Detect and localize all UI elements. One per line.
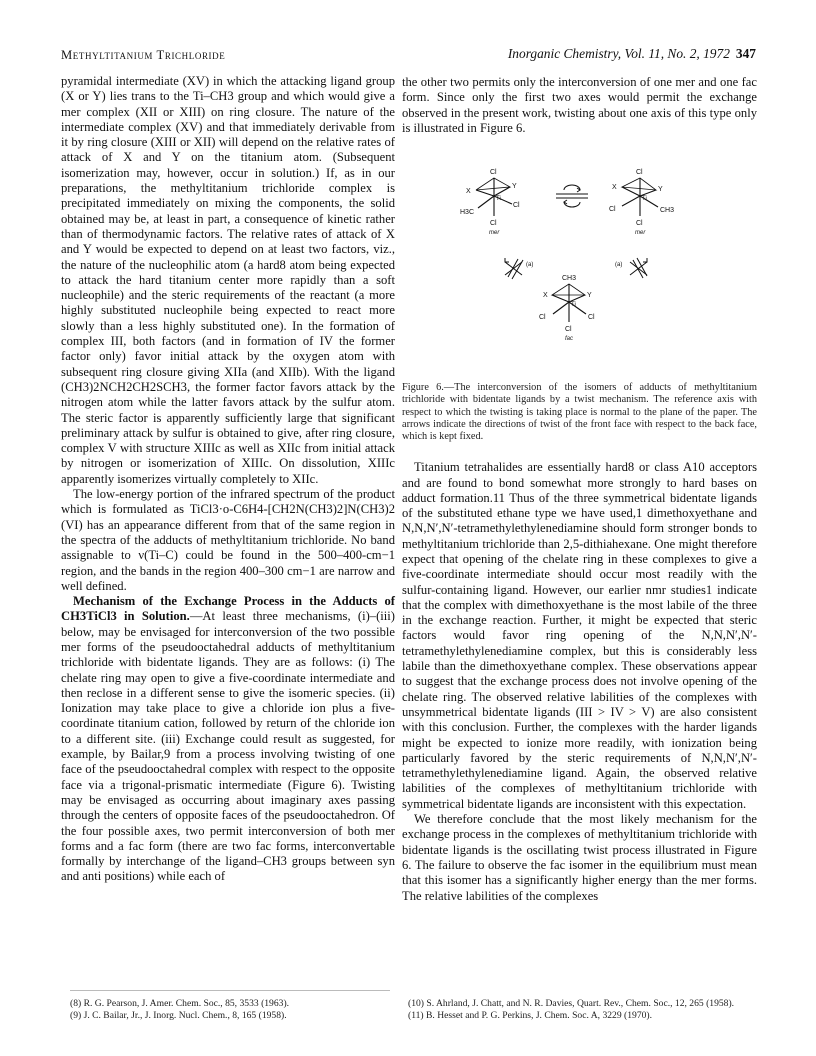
fac-isomer xyxy=(552,284,586,322)
twist-arrow-right xyxy=(630,258,647,278)
footnotes-right xyxy=(402,998,757,1021)
paragraph: Titanium tetrahalides are essentially hard8 or class A10 acceptors and are found to bond somewhat more strongly to hard bases on adduct formation.11 Thus of the three symmetrical bidentate ligands of the substituted ethane type we have used,1 dimethoxyethane and N,N,N′,N′-tetramethylethylenediamine should form stronger bonds to methyltitanium trichloride than 2,5-dithiahexane. One might therefore expect that opening of the chelate ring in these complexes to give a five-coordinate intermediate should occur most readily with the sulfur-containing ligand. However, our earlier nmr studies1 indicate that the complex with dimethoxyethane is the most labile of the three in the exchange reaction. Further, it might be expected that steric factors would favor ring opening of the N,N,N′,N′-tetramethylethylenediamine complex, but this is considerably less labile than the dimethoxyethane complex. These observations appear to suggest that the exchange process does not involve opening of the chelate ring. The observed relative labilities of the complexes with unsymmetrical bidentate ligands (III > IV > V) are also consistent with this conclusion. Further, the complexes with the harder ligands might be expected to ionize more readily, with ionization being particularly favored by the steric requirements of N,N,N′,N′-tetramethylethylenediamine ligand. Again, the observed relative labilities of the complexes of methyltitanium trichloride with symmetrical bidentate ligands are inconsistent with this expectation. xyxy=(402,460,757,811)
mer-isomer-right xyxy=(622,178,658,216)
left-column xyxy=(61,74,395,885)
paragraph: The low-energy portion of the infrared spectrum of the product which is formulated as TiCl3·o-C6H4-[CH2N(CH3)2]N(CH3)2 (VI) has an appearance different from that of the same region in the spectra of the adducts of methyltitanium trichloride. No band assignable to ν(Ti–C) could be found in the 500–400-cm−1 region, and the bands in the region 400–300 cm−1 are narrow and well defined. xyxy=(61,487,395,593)
label-fac: fac xyxy=(565,336,574,343)
journal-header xyxy=(508,46,756,62)
label-y: Y xyxy=(587,292,592,300)
label-mer: mer xyxy=(635,230,646,237)
section-text: —At least three mechanisms, (i)–(iii) below, may be envisaged for interconversion of the two possible mer forms of the pseudooctahedral adducts of methyltitanium trichloride with bidentate ligands. They are as follows: (i) The chelate ring may open to give a five-coordinate intermediate and then reclose in a different sense to give the isomeric species. (ii) Ionization may take place to give a chloride ion plus a five-coordinate titanium cation, followed by return of the chloride ion to a different site. (iii) Exchange could result as suggested, for example, by Bailar,9 from a process involving twisting of one face of the pseudooctahedral complex with respect to the opposite face via a trigonal-prismatic intermediate (Figure 6). Twisting may be envisaged as occurring about imaginary axes passing through the centers of opposite faces of the pseudooctahedron. Of the four possible axes, two permit interconversion of both mer forms and a fac form (there are two fac forms, interconvertable formally by interchange of the ligand–CH3 groups between syn and anti positions) while each of xyxy=(61,609,395,884)
label-cl: Cl xyxy=(490,220,497,228)
section-heading: Mechanism of the Exchange Process in the Adducts of CH3TiCl3 in Solution. xyxy=(61,594,395,624)
journal-citation: Inorganic Chemistry, Vol. 11, No. 2, 1972 xyxy=(507,46,730,61)
paragraph: pyramidal intermediate (XV) in which the attacking ligand group (X or Y) lies trans to the Ti–CH3 group and which would give a mer complex (XII or XIII) on ring closure. The nature of the intermediate complex (XV) and that immediately derivable from it by ring closure (XIII or XII) will depend on the relative rates of attack of X and Y on the titanium atom. (Subsequent isomerization may, however, occur in solution.) If, as in our preparations, the methyltitanium trichloride complex is precipitated immediately on mixing the components, the solid obtained may be, at least in part, a consequence of kinetic rather than of thermodynamic factors. The relative rates of attack of X and Y would be expected to depend on at least two factors, viz., the nature of the nucleophilic atom (a hard8 atom being expected to attack the hard titanium center more rapidly than a soft nucleophile) and the steric requirements of the reactant (a more highly substituted nucleophile being expected to react more slowly than a less highly substituted one). In the formation of complex III, both factors (and in formation of IV the former factor only) favor initial attack by the oxygen atom with subsequent ring closure giving XIIa (and XIIb). With the ligand (CH3)2NCH2CH2SCH3, the former factor favors attack by the nitrogen atom while the latter favors attack by the sulfur atom. The steric factor is apparently sufficiently large that significant preliminary attack by sulfur is obtained to give, after ring closure, complex V with structure XIIIc as well as XIIc from initial attack by nitrogen or isomerization of XIIIc. On dissolution, XIIIc apparently isomerizes virtually completely to XIIc. xyxy=(61,74,395,486)
figure-caption: Figure 6.—The interconversion of the isomers of adducts of methyltitanium trichloride with bidentate ligands by a twist mechanism. The reference axis with respect to which the twisting is taking place is normal to the plane of the paper. The arrows indicate the directions of twist of the front face with respect to the back face, which is kept fixed. xyxy=(402,382,757,442)
twist-arrow-left xyxy=(505,258,523,279)
footnote: (8) R. G. Pearson, J. Amer. Chem. Soc., 85, 3533 (1963). xyxy=(70,998,290,1009)
label-mer: mer xyxy=(489,230,500,237)
figure-6-diagram xyxy=(402,144,757,376)
label-ti: Ti xyxy=(496,196,501,203)
label-cl: Cl xyxy=(490,169,497,177)
mer-isomer-left xyxy=(476,178,512,216)
label-cl: Cl xyxy=(636,220,643,228)
label-cl: Cl xyxy=(513,202,520,210)
label-cl: Cl xyxy=(565,326,572,334)
section-paragraph xyxy=(61,594,395,885)
paragraph: We therefore conclude that the most likely mechanism for the exchange process in the complexes of methyltitanium trichloride with bidentate ligands is the oscillating twist process illustrated in Figure 6. The failure to observe the fac isomer in the equilibrium must mean that this isomer has a significantly higher energy than the mer forms. The relative labilities of the complexes xyxy=(402,812,757,903)
label-a: (a) xyxy=(615,262,623,269)
label-x: X xyxy=(466,188,471,196)
label-x: X xyxy=(612,184,617,192)
label-cl: Cl xyxy=(609,206,616,214)
label-cl: Cl xyxy=(636,169,643,177)
label-h3c: H3C xyxy=(460,209,475,217)
footnote: (11) B. Hesset and P. G. Perkins, J. Chem. Soc. A, 3229 (1970). xyxy=(408,1009,653,1021)
label-ch3: CH3 xyxy=(660,207,675,215)
equilibrium-arrows xyxy=(556,185,588,207)
page-number: 347 xyxy=(735,46,756,61)
label-cl: Cl xyxy=(539,314,546,322)
label-y: Y xyxy=(512,183,517,191)
label-ti: Ti xyxy=(642,196,647,203)
running-title: Methyltitanium Trichloride xyxy=(61,48,226,62)
label-ti: Ti xyxy=(571,302,576,309)
footnote-rule xyxy=(70,990,390,991)
footnote: (9) J. C. Bailar, Jr., J. Inorg. Nucl. Chem., 8, 165 (1958). xyxy=(70,1009,287,1021)
right-column xyxy=(402,75,757,904)
figure-6 xyxy=(402,144,757,376)
label-cl: Cl xyxy=(588,314,595,322)
label-y: Y xyxy=(658,186,663,194)
paragraph: the other two permits only the interconversion of one mer and one fac form. Since only the first two axes would permit the exchange observed in the present work, twisting about one axis of this type only is illustrated in Figure 6. xyxy=(402,75,757,135)
label-x: X xyxy=(543,292,548,300)
label-ch3: CH3 xyxy=(562,275,577,283)
footnote: (10) S. Ahrland, J. Chatt, and N. R. Davies, Quart. Rev., Chem. Soc., 12, 265 (1958). xyxy=(408,998,735,1009)
label-a: (a) xyxy=(526,262,534,269)
footnotes-left xyxy=(70,998,390,1021)
